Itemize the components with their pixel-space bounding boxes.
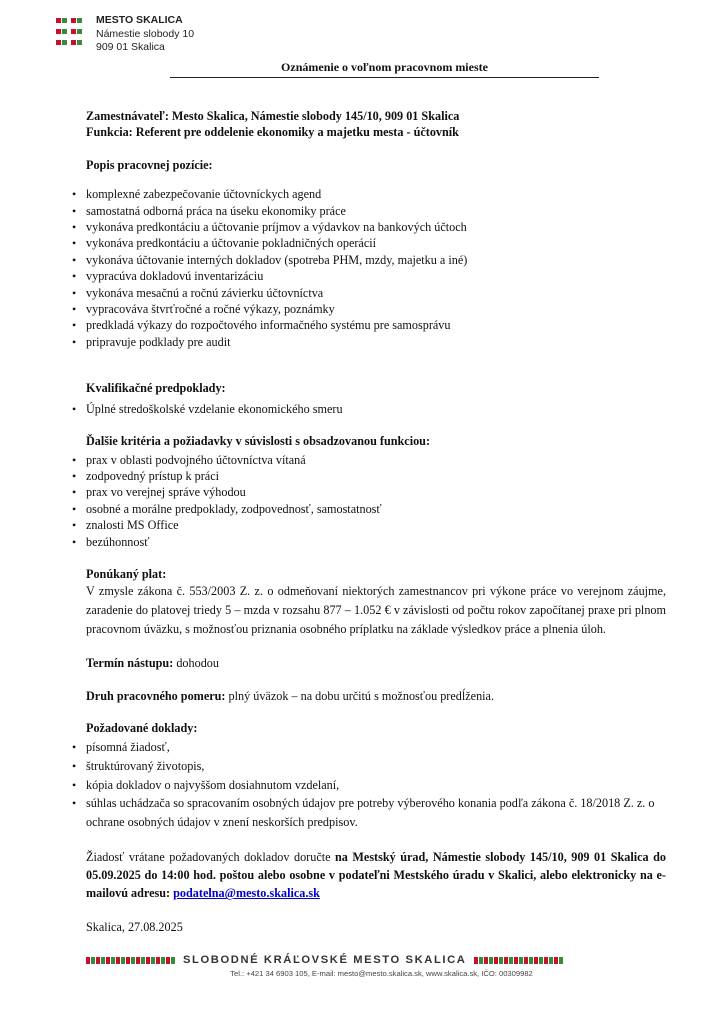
application-text (86, 848, 666, 902)
stripe-segment (554, 957, 558, 964)
stripe-segment (166, 957, 170, 964)
stripe-segment (101, 957, 105, 964)
letterhead-address (96, 14, 194, 55)
qualification-list (86, 401, 666, 417)
description-item: • vykonáva účtovanie interných dokladov (spotreba PHM, mzdy, majetku a iné) (86, 252, 666, 268)
description-item: • pripravuje podklady pre audit (86, 334, 666, 350)
stripe-segment (86, 957, 90, 964)
stripe-segment (524, 957, 528, 964)
footer-contact: Tel.: +421 34 6903 105, E-mail: mesto@mesto.skalica.sk, www.skalica.sk, IČO: 00309982 (230, 969, 533, 978)
document-body (86, 108, 666, 936)
footer-bar (86, 954, 661, 966)
qualification-heading: Kvalifikačné predpoklady: (86, 381, 226, 396)
stripe-segment (539, 957, 543, 964)
documents-list (86, 738, 666, 831)
footer-org-name: SLOBODNÉ KRÁĽOVSKÉ MESTO SKALICA (183, 954, 467, 966)
description-item: • vykonáva mesačnú a ročnú závierku účtovníctva (86, 285, 666, 301)
stripe-segment (136, 957, 140, 964)
stripe-segment (504, 957, 508, 964)
stripe-segment (489, 957, 493, 964)
stripe-segment (514, 957, 518, 964)
document-item: • písomná žiadosť, (86, 738, 666, 757)
employment-label: Druh pracovného pomeru: (86, 688, 226, 703)
description-heading: Popis pracovnej pozície: (86, 157, 213, 172)
footer (86, 954, 661, 978)
start-label: Termín nástupu: (86, 656, 174, 671)
description-item: • vypracováva štvrťročné a ročné výkazy, poznámky (86, 301, 666, 317)
documents-heading: Požadované doklady: (86, 720, 198, 735)
footer-stripes-right (474, 957, 563, 964)
employment-value: plný úväzok – na dobu určitú s možnosťou predĺženia. (228, 688, 495, 703)
stripe-segment (549, 957, 553, 964)
criteria-list (86, 452, 666, 550)
document-item: • kópia dokladov o najvyššom dosiahnutom vzdelaní, (86, 776, 666, 795)
description-item: • predkladá výkazy do rozpočtového informačného systému pre samosprávu (86, 317, 666, 333)
start-line (86, 655, 666, 671)
start-value: dohodou (176, 656, 219, 671)
org-name: MESTO SKALICA (96, 14, 183, 26)
document-item: • štruktúrovaný životopis, (86, 757, 666, 776)
description-item: • samostatná odborná práca na úseku ekonomiky práce (86, 203, 666, 219)
description-item: • vykonáva predkontáciu a účtovanie príjmov a výdavkov na bankových účtoch (86, 219, 666, 235)
employment-line (86, 688, 666, 704)
description-item: • komplexné zabezpečovanie účtovníckych agend (86, 186, 666, 202)
stripe-segment (131, 957, 135, 964)
function-line: Funkcia: Referent pre oddelenie ekonomiky a majetku mesta - účtovník (86, 125, 459, 140)
stripe-segment (126, 957, 130, 964)
salary-heading: Ponúkaný plat: (86, 566, 167, 581)
stripe-segment (494, 957, 498, 964)
criteria-item: • bezúhonnosť (86, 534, 666, 550)
criteria-item: • prax v oblasti podvojného účtovníctva vítaná (86, 452, 666, 468)
stripe-segment (474, 957, 478, 964)
footer-stripes-left (86, 957, 175, 964)
application-details: na Mestský úrad, Námestie slobody 145/10, 909 01 Skalica do 05.09.2025 do 14:00 hod. poštou alebo osobne v podateľni Mestského úradu v Skalici, alebo elektronicky na e-mailovú adresu: (86, 850, 667, 901)
stripe-segment (499, 957, 503, 964)
description-list (86, 186, 666, 350)
criteria-heading: Ďalšie kritéria a požiadavky v súvislosti s obsadzovanou funkciou: (86, 434, 431, 449)
criteria-item: • osobné a morálne predpoklady, zodpovednosť, samostatnosť (86, 501, 666, 517)
employer-line: Zamestnávateľ: Mesto Skalica, Námestie slobody 145/10, 909 01 Skalica (86, 109, 460, 123)
org-street: Námestie slobody 10 (96, 27, 195, 40)
stripe-segment (484, 957, 488, 964)
stripe-segment (121, 957, 125, 964)
document-item: • súhlas uchádzača so spracovaním osobných údajov pre potreby výberového konania podľa zákona č. 18/2018 Z. z. o ochrane osobných údajov v znení neskorších predpisov. (86, 794, 666, 831)
stripe-segment (544, 957, 548, 964)
stripe-segment (479, 957, 483, 964)
stripe-segment (151, 957, 155, 964)
stripe-segment (156, 957, 160, 964)
stripe-segment (146, 957, 150, 964)
stripe-segment (91, 957, 95, 964)
place-date: Skalica, 27.08.2025 (86, 920, 183, 935)
salary-text: V zmysle zákona č. 553/2003 Z. z. o odmeňovaní niektorých zamestnancov pri výkone práce vo verejnom záujme, zaradenie do platovej triedy 5 – mzda v rozsahu 877 – 1.052 € v závislosti od počtu rokov započítanej praxe pri plnom pracovnom úväzku, s možnosťou priznania osobného príplatku na základe výsledkov práce a plnenia úloh. (86, 584, 666, 636)
qualification-item: • Úplné stredoškolské vzdelanie ekonomického smeru (86, 401, 666, 417)
criteria-item: • zodpovedný prístup k práci (86, 468, 666, 484)
stripe-segment (116, 957, 120, 964)
stripe-segment (111, 957, 115, 964)
description-item: • vykonáva predkontáciu a účtovanie pokladničných operácií (86, 235, 666, 251)
email-link[interactable]: podatelna@mesto.skalica.sk (173, 886, 320, 901)
description-item: • vypracúva dokladovú inventarizáciu (86, 268, 666, 284)
stripe-segment (141, 957, 145, 964)
stripe-segment (559, 957, 563, 964)
stripe-segment (96, 957, 100, 964)
application-intro: Žiadosť vrátane požadovaných dokladov doručte (86, 850, 336, 865)
page-title: Oznámenie o voľnom pracovnom mieste (170, 60, 599, 78)
stripe-segment (161, 957, 165, 964)
criteria-item: • znalosti MS Office (86, 517, 666, 533)
stripe-segment (534, 957, 538, 964)
stripe-segment (529, 957, 533, 964)
stripe-segment (509, 957, 513, 964)
org-city: 909 01 Skalica (96, 41, 165, 53)
stripe-segment (106, 957, 110, 964)
stripe-segment (519, 957, 523, 964)
criteria-item: • prax vo verejnej správe výhodou (86, 484, 666, 500)
city-logo-icon (56, 18, 90, 51)
